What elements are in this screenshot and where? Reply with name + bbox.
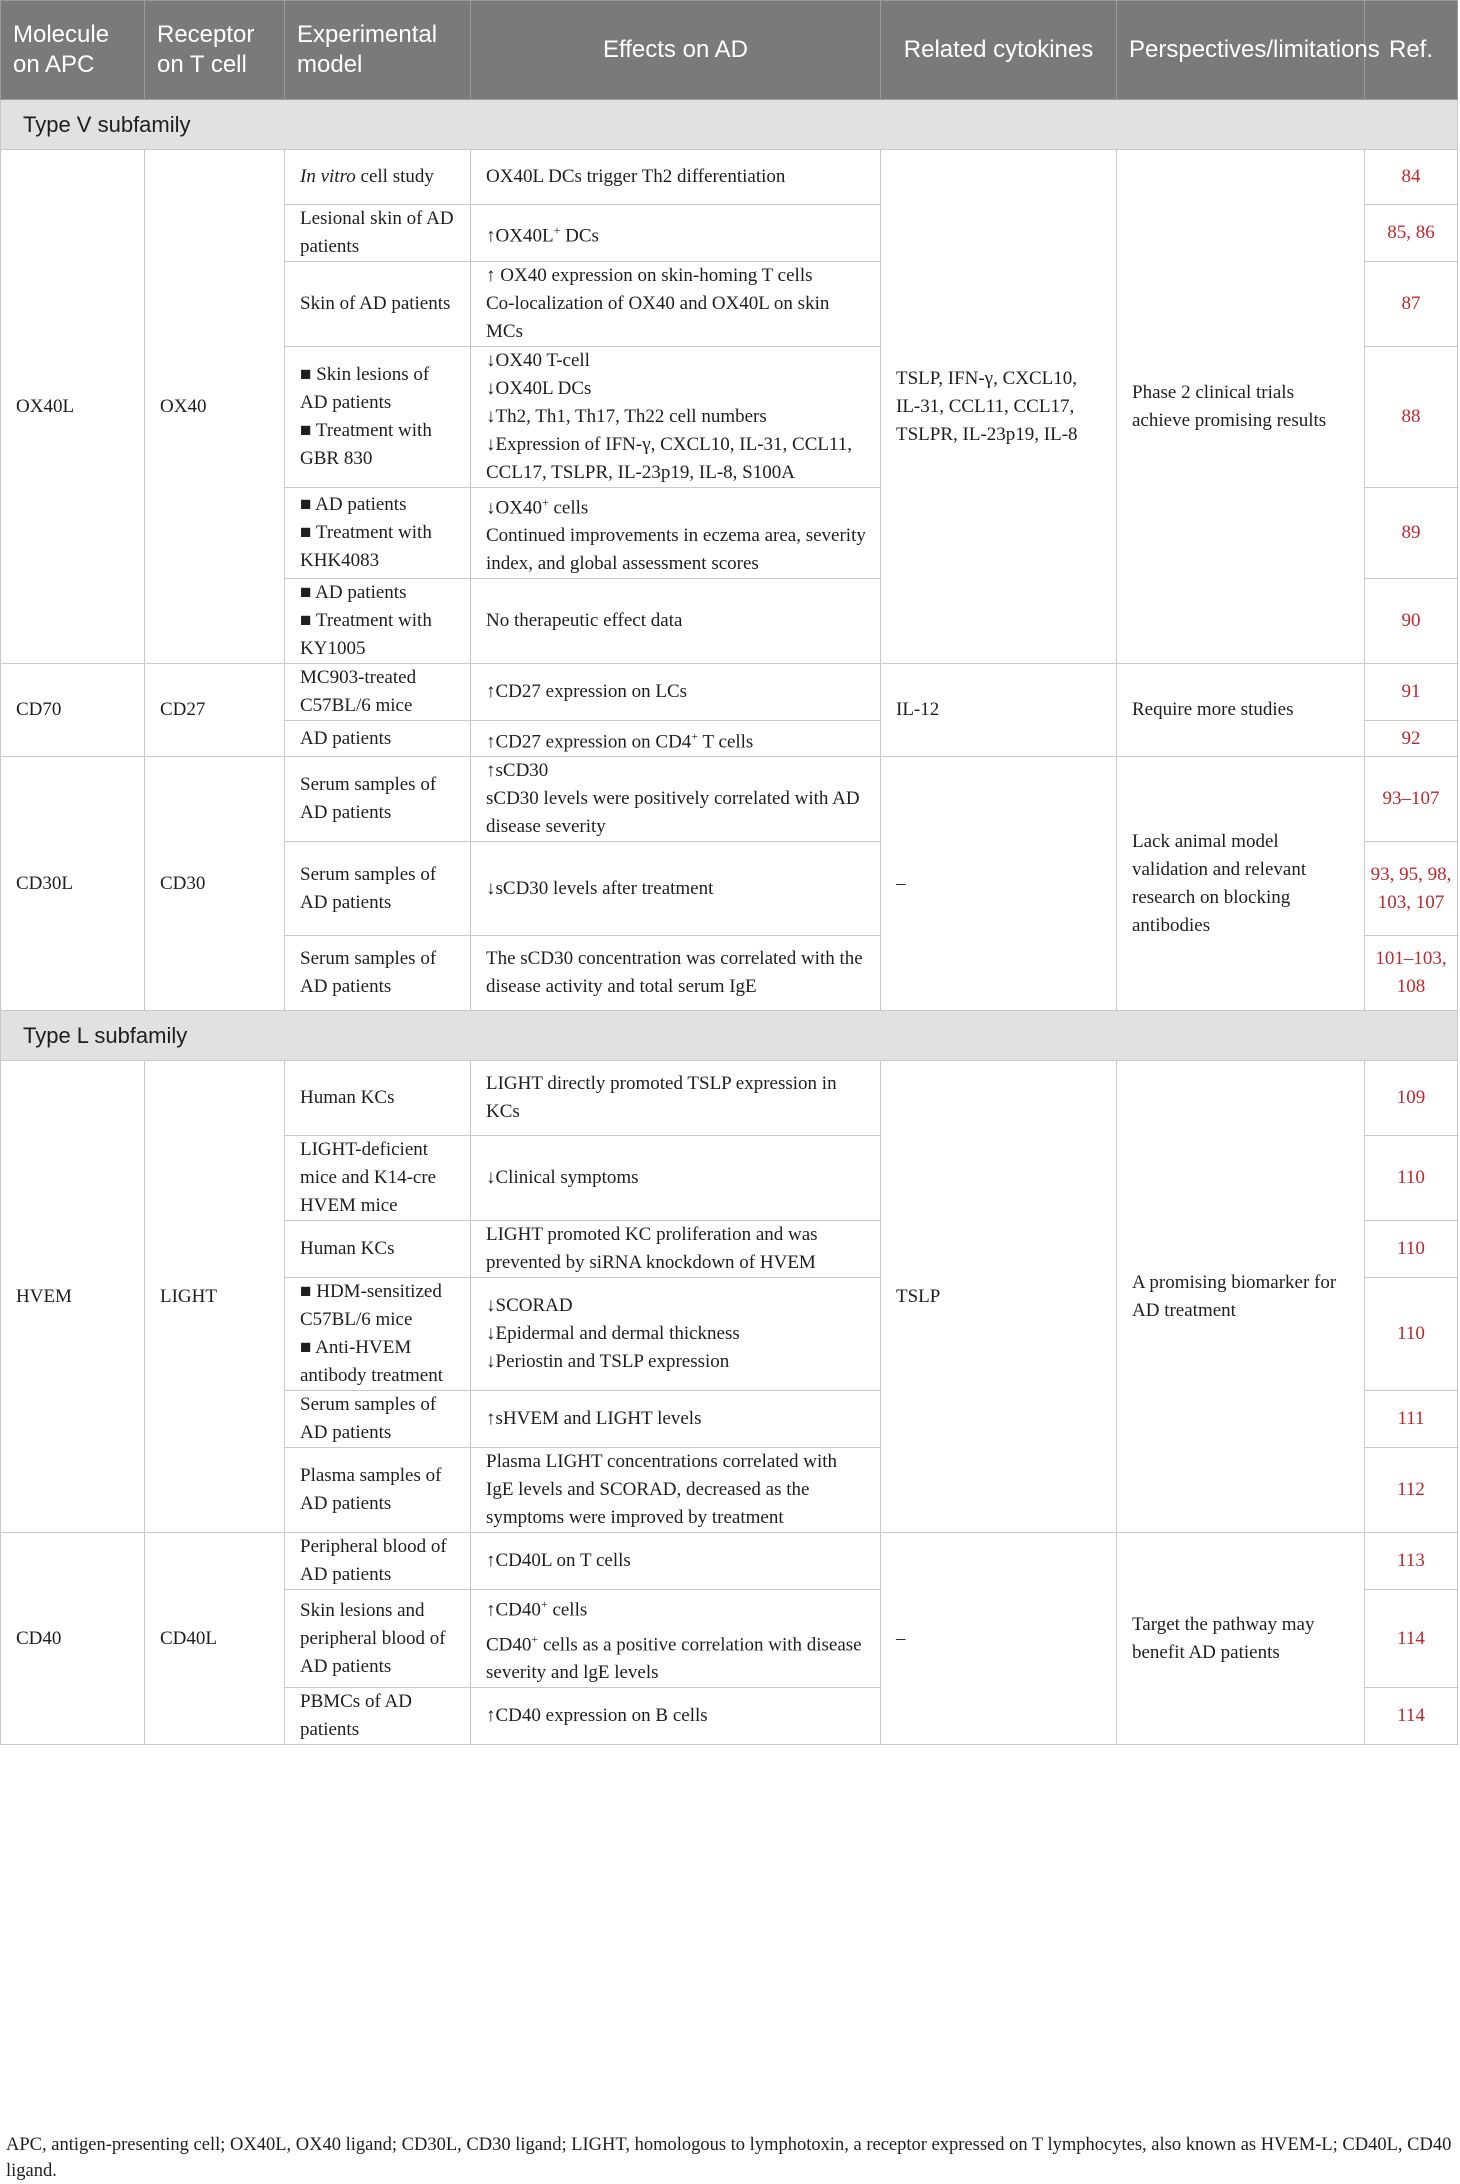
receptor-cell: CD27 (145, 664, 285, 757)
effect-line: Co-localization of OX40 and OX40L on skin MCs (486, 293, 830, 342)
molecule-cell: CD70 (1, 664, 145, 757)
effects-cell (471, 1687, 881, 1744)
ref-link[interactable]: 109 (1365, 1061, 1458, 1136)
model-line: Human KCs (300, 1087, 395, 1109)
model-line: Peripheral blood of AD patients (300, 1536, 447, 1586)
cytokines-cell: – (881, 757, 1117, 1011)
effect-line: No therapeutic effect data (486, 610, 683, 632)
model-line: Serum samples of AD patients (300, 774, 437, 824)
model-cell (285, 262, 471, 347)
effect-line: CD40+ cells as a positive correlation with disease severity and lgE levels (486, 1631, 862, 1683)
perspective-cell: Target the pathway may benefit AD patients (1117, 1533, 1365, 1745)
effect-line: ↑sCD30 (486, 760, 549, 782)
effect-line: sCD30 levels were positively correlated with AD disease severity (486, 788, 860, 838)
molecule-cell: CD40 (1, 1533, 145, 1745)
effect-line: ↓Periostin and TSLP expression (486, 1351, 730, 1373)
molecule-cell: CD30L (1, 757, 145, 1011)
model-cell (285, 1687, 471, 1744)
table-footnote: APC, antigen-presenting cell; OX40L, OX40 ligand; CD30L, CD30 ligand; LIGHT, homologous to lymphotoxin, a receptor expressed on T lymphocytes, also known as HVEM-L; CD40L, CD40 ligand. (6, 2135, 1452, 2181)
effect-line: Continued improvements in eczema area, severity index, and global assessment scores (486, 525, 866, 575)
model-line: Human KCs (300, 1238, 395, 1260)
ref-link[interactable]: 85, 86 (1365, 205, 1458, 262)
effect-line: LIGHT directly promoted TSLP expression in KCs (486, 1073, 837, 1123)
ref-link[interactable]: 110 (1365, 1136, 1458, 1221)
ref-link[interactable]: 111 (1365, 1391, 1458, 1448)
model-cell (285, 1533, 471, 1590)
table-body (1, 100, 1458, 1745)
ref-link[interactable]: 110 (1365, 1278, 1458, 1391)
ref-link[interactable]: 101–103, 108 (1365, 936, 1458, 1011)
header-row (1, 1, 1458, 100)
cytokines-cell: TSLP, IFN-γ, CXCL10, IL-31, CCL11, CCL17, TSLPR, IL-23p19, IL-8 (881, 150, 1117, 664)
model-cell (285, 1448, 471, 1533)
effect-line: ↓OX40L DCs (486, 378, 592, 399)
ref-link[interactable]: 84 (1365, 150, 1458, 205)
model-line: ■ HDM-sensitized C57BL/6 mice (300, 1281, 442, 1331)
effect-line: ↑CD27 expression on CD4+ T cells (486, 728, 754, 752)
model-cell (285, 721, 471, 757)
model-cell (285, 1278, 471, 1391)
header-receptor: Receptor on T cell (145, 1, 285, 100)
effects-cell (471, 1391, 881, 1448)
model-line: Lesional skin of AD patients (300, 208, 454, 257)
effect-line: ↑OX40L+ DCs (486, 222, 599, 247)
model-line: Serum samples of AD patients (300, 1394, 437, 1444)
ref-link[interactable]: 92 (1365, 721, 1458, 757)
subfamily-label: Type L subfamily (1, 1011, 1458, 1061)
model-cell (285, 664, 471, 721)
header-model: Experimental model (285, 1, 471, 100)
receptor-cell: CD30 (145, 757, 285, 1011)
effects-cell (471, 579, 881, 664)
perspective-cell: Phase 2 clinical trials achieve promising results (1117, 150, 1365, 664)
model-cell (285, 757, 471, 842)
header-perspectives: Perspectives/limitations (1117, 1, 1365, 100)
effects-cell (471, 150, 881, 205)
ref-link[interactable]: 114 (1365, 1590, 1458, 1688)
model-cell (285, 488, 471, 579)
effect-line: ↑CD40 expression on B cells (486, 1704, 708, 1726)
subfamily-row (1, 1011, 1458, 1061)
cytokines-cell: IL-12 (881, 664, 1117, 757)
model-cell (285, 1136, 471, 1221)
model-line: Skin of AD patients (300, 293, 451, 314)
molecule-cell: OX40L (1, 150, 145, 664)
ref-link[interactable]: 93, 95, 98, 103, 107 (1365, 842, 1458, 936)
cytokines-cell: – (881, 1533, 1117, 1745)
ref-link[interactable]: 112 (1365, 1448, 1458, 1533)
table-row (1, 1533, 1458, 1590)
header-molecule: Molecule on APC (1, 1, 145, 100)
model-cell (285, 1391, 471, 1448)
perspective-cell: A promising biomarker for AD treatment (1117, 1061, 1365, 1533)
effect-line: ↓Expression of IFN-γ, CXCL10, IL-31, CCL11, CCL17, TSLPR, IL-23p19, IL-8, S100A (486, 434, 853, 483)
header-cytokines: Related cytokines (881, 1, 1117, 100)
effect-line: ↓Epidermal and dermal thickness (486, 1323, 740, 1345)
effects-cell (471, 1533, 881, 1590)
effect-line: ↓sCD30 levels after treatment (486, 877, 714, 899)
model-cell (285, 1590, 471, 1688)
subfamily-label: Type V subfamily (1, 100, 1458, 150)
ref-link[interactable]: 89 (1365, 488, 1458, 579)
model-cell (285, 936, 471, 1011)
ref-link[interactable]: 87 (1365, 262, 1458, 347)
effects-cell (471, 205, 881, 262)
model-line: Serum samples of AD patients (300, 948, 437, 998)
ref-link[interactable]: 110 (1365, 1221, 1458, 1278)
ref-link[interactable]: 114 (1365, 1687, 1458, 1744)
effects-cell (471, 842, 881, 936)
ref-link[interactable]: 113 (1365, 1533, 1458, 1590)
effect-line: LIGHT promoted KC proliferation and was prevented by siRNA knockdown of HVEM (486, 1224, 818, 1274)
cytokines-cell: TSLP (881, 1061, 1117, 1533)
effects-cell (471, 664, 881, 721)
table-row (1, 150, 1458, 205)
model-line: Skin lesions and peripheral blood of AD patients (300, 1599, 446, 1677)
effect-line: ↑CD40L on T cells (486, 1550, 631, 1572)
model-cell (285, 1221, 471, 1278)
model-line (300, 163, 459, 191)
model-line: PBMCs of AD patients (300, 1690, 412, 1740)
effects-cell (471, 757, 881, 842)
effects-cell (471, 936, 881, 1011)
model-line: ■ Treatment with KHK4083 (300, 522, 432, 572)
table-row (1, 757, 1458, 842)
model-line: ■ AD patients (300, 494, 407, 516)
effect-line: ↓SCORAD (486, 1295, 573, 1317)
ref-link[interactable]: 90 (1365, 579, 1458, 664)
effects-cell (471, 262, 881, 347)
header-ref: Ref. (1365, 1, 1458, 100)
model-line: Serum samples of AD patients (300, 863, 437, 913)
effect-line: The sCD30 concentration was correlated with the disease activity and total serum IgE (486, 948, 863, 998)
effects-cell (471, 1448, 881, 1533)
model-line: AD patients (300, 727, 392, 749)
model-line: LIGHT-deficient mice and K14-cre HVEM mice (300, 1139, 437, 1217)
effects-cell (471, 1221, 881, 1278)
effects-cell (471, 347, 881, 488)
ref-link[interactable]: 88 (1365, 347, 1458, 488)
ref-link[interactable]: 93–107 (1365, 757, 1458, 842)
model-line: ■ Skin lesions of AD patients (300, 364, 430, 413)
subfamily-row (1, 100, 1458, 150)
model-cell (285, 579, 471, 664)
model-cell (285, 347, 471, 488)
receptor-cell: CD40L (145, 1533, 285, 1745)
effect-line: ↑sHVEM and LIGHT levels (486, 1408, 702, 1430)
effects-cell (471, 1136, 881, 1221)
model-line: ■ Treatment with GBR 830 (300, 420, 432, 469)
effects-cell (471, 488, 881, 579)
effects-cell (471, 1278, 881, 1391)
perspective-cell: Lack animal model validation and relevant research on blocking antibodies (1117, 757, 1365, 1011)
ref-link[interactable]: 91 (1365, 664, 1458, 721)
model-line: MC903-treated C57BL/6 mice (300, 667, 417, 717)
model-line-text: In vitro cell study (300, 166, 434, 187)
model-cell (285, 150, 471, 205)
model-cell (285, 1061, 471, 1136)
model-line: Plasma samples of AD patients (300, 1465, 442, 1515)
receptor-cell: LIGHT (145, 1061, 285, 1533)
effect-line: ↑ OX40 expression on skin-homing T cells (486, 265, 813, 286)
effect-line: ↑CD27 expression on LCs (486, 681, 688, 703)
table-row (1, 664, 1458, 721)
effect-line: ↓OX40 T-cell (486, 350, 590, 371)
header-effects: Effects on AD (471, 1, 881, 100)
effect-line: OX40L DCs trigger Th2 differentiation (486, 166, 786, 187)
model-line: ■ Treatment with KY1005 (300, 610, 432, 660)
effect-line: ↑CD40+ cells (486, 1597, 588, 1621)
model-line: ■ Anti-HVEM antibody treatment (300, 1337, 443, 1387)
effect-line: ↓Th2, Th1, Th17, Th22 cell numbers (486, 406, 767, 427)
effect-line: Plasma LIGHT concentrations correlated with IgE levels and SCORAD, decreased as the symptoms were improved by treatment (486, 1451, 838, 1529)
table-row (1, 1061, 1458, 1136)
model-line: ■ AD patients (300, 582, 407, 604)
model-cell (285, 842, 471, 936)
effects-cell (471, 1590, 881, 1688)
model-cell (285, 205, 471, 262)
molecule-cell: HVEM (1, 1061, 145, 1533)
effect-line: ↓OX40+ cells (486, 495, 589, 519)
effect-line: ↓Clinical symptoms (486, 1167, 639, 1189)
perspective-cell: Require more studies (1117, 664, 1365, 757)
receptor-cell: OX40 (145, 150, 285, 664)
effects-cell (471, 1061, 881, 1136)
effects-cell (471, 721, 881, 757)
